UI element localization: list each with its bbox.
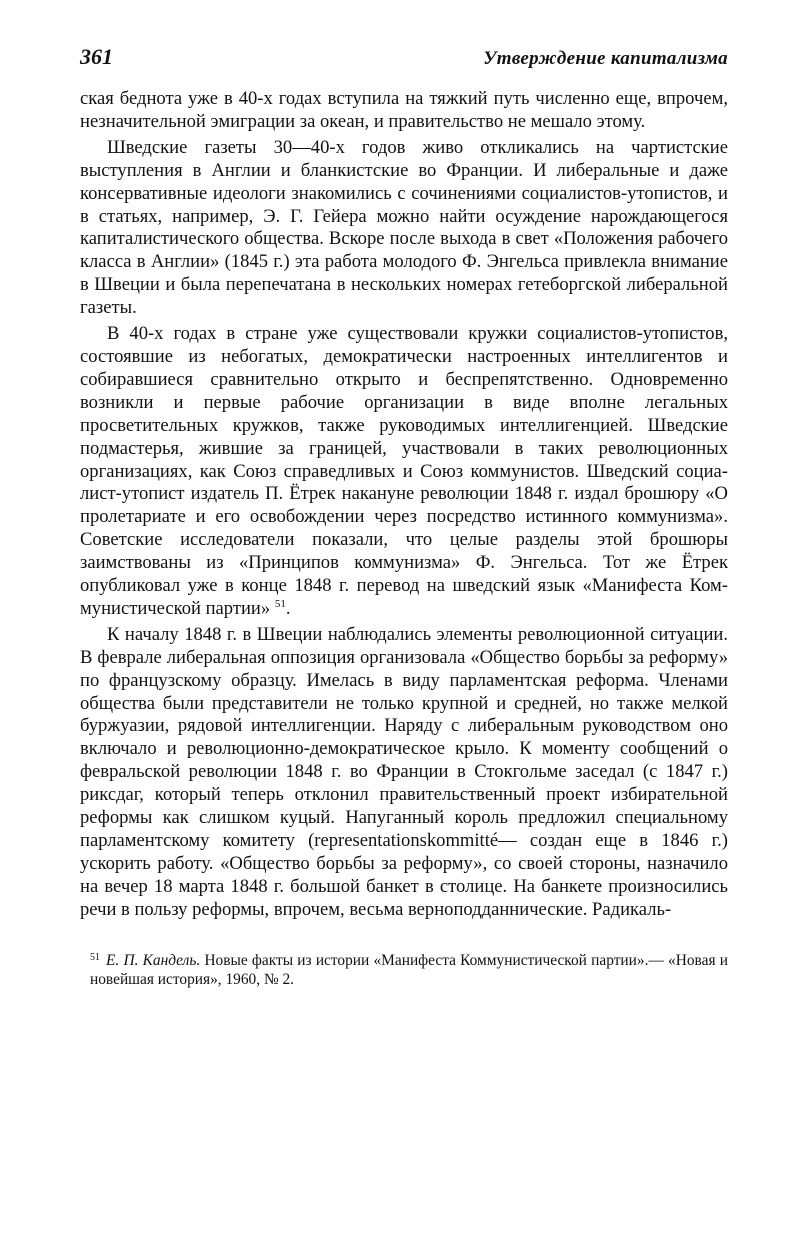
book-page <box>80 44 728 989</box>
footnote-text: Новые факты из истории «Манифеста Коммунистической партии».— «Новая и новейшая история», 1960, № 2. <box>90 951 728 988</box>
running-head <box>80 44 728 70</box>
footnote-author: Е. П. Кандель. <box>106 951 201 969</box>
footnote <box>80 948 728 989</box>
paragraph-4: К началу 1848 г. в Швеции наблюдались элементы революционной ситуации. В феврале либеральная оппозиция организовала «Общество борьбы за реформу» по французскому образцу. Имелась в виду парламентская реформа. Членами общества были представители не только крупной и средней, но также мелкой буржуазии, рядовой интеллигенции. Наряду с либеральным руководством оно включало и революционно-демократическое крыло. К моменту сообщений о февральской революции 1848 г. во Франции в Стокгольме заседал (с 1847 г.) риксдаг, который теперь отклонил правительственный проект избирательной реформы как слишком куцый. Напуганный король предложил специальному парламентскому комитету (representationskommitté— создан еще в 1846 г.) ускорить работу. «Общество борьбы за реформу», со своей стороны, назначило на вечер 18 марта 1848 г. большой банкет в столице. На банкете произносились речи в пользу реформы, впрочем, весьма верноподданнические. Радикаль- <box>80 623 728 920</box>
paragraph-3-text: В 40-х годах в стране уже существовали кружки социалистов-утопистов, состоявшие из небогатых, демократически настроенных интеллигентов и собиравшиеся сравнительно открыто и беспрепятственно. Одновременно возникли и первые рабочие организации в виде вполне легальных просветительных кружков, также руководимых интеллигенцией. Шведские подмастерья, жившие за границей, участвовали в таких революционных организациях, как Союз справедливых и Союз коммунистов. Шведский социалист-утопист издатель П. Ётрек накануне революции 1848 г. издал брошюру «О пролетариате и его освобождении через посредство истинного коммунизма». Советские исследователи показали, что целые разделы этой брошюры заимствованы из «Принципов коммунизма» Ф. Энгельса. Тот же Ётрек опубликовал уже в конце 1848 г. перевод на шведский язык «Манифеста Коммунистической партии» <box>80 323 728 619</box>
running-title: Утверждение капитализма <box>483 48 728 69</box>
footnote-reference[interactable]: 51 <box>274 597 286 610</box>
paragraph-1: ская беднота уже в 40-х годах вступила на тяжкий путь численно еще, впрочем, незначительной эмиграции за океан, и правительство не мешало этому. <box>80 88 728 132</box>
paragraph-3: В 40-х годах в стране уже существовали кружки социалистов-утопистов, состоявшие из небогатых, демократически настроенных интеллигентов и собиравшиеся сравнительно открыто и беспрепятственно. Одновременно возникли и первые рабочие организации в виде вполне легальных просветительных кружков, также руководимых интеллигенцией. Шведские подмастерья, жившие за границей, участвовали в таких революционных организациях, как Союз справедливых и Союз коммунистов. Шведский социалист-утопист издатель П. Ётрек накануне революции 1848 г. издал брошюру «О пролетариате и его освобождении через посредство истинного коммунизма». Советские исследователи показали, что целые разделы этой брошюры заимствованы из «Принципов коммунизма» Ф. Энгельса. Тот же Ётрек опубликовал уже в конце 1848 г. перевод на шведский язык «Манифеста Коммунистической партии» $^{51}$. <box>80 323 728 619</box>
footnote-number: 51 <box>90 951 100 963</box>
paragraph-2: Шведские газеты 30—40-х годов живо откликались на чартистские выступления в Англии и бланкистские во Франции. И либеральные и даже консервативные идеологи знакомились с сочинениями социалистов-утопистов, и в статьях, например, Э. Г. Гейера можно найти осуждение нарождающегося капиталистического общества. Вскоре после выхода в свет «Положения рабочего класса в Англии» (1845 г.) эта работа молодого Ф. Энгельса привлекла внимание в Швеции и была перепечатана в нескольких номерах гетеборгской либеральной газеты. <box>80 136 728 319</box>
body-text <box>80 88 728 922</box>
page-number: 361 <box>80 44 113 69</box>
